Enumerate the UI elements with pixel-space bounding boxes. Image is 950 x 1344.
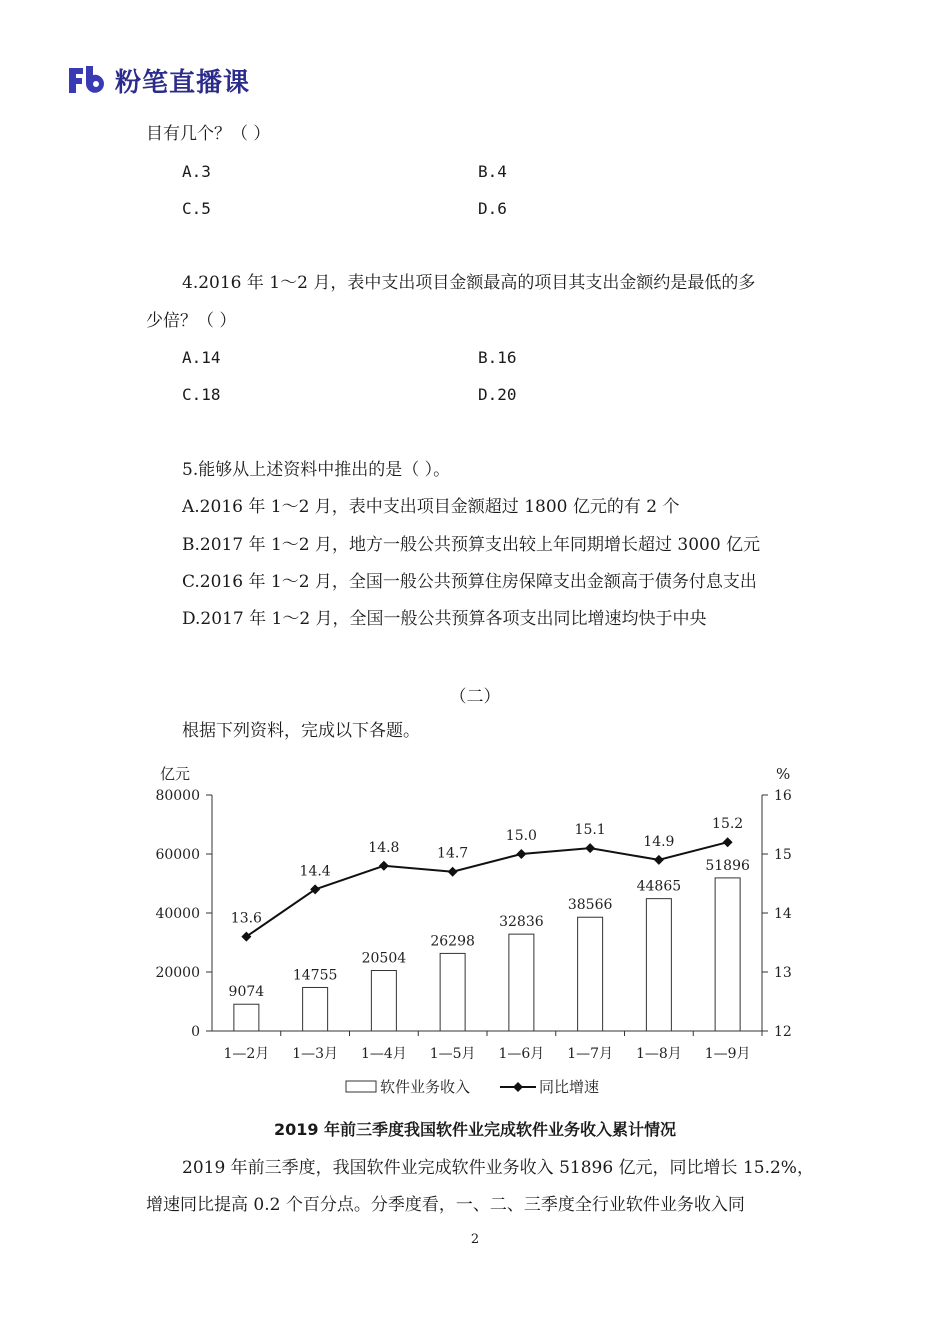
bar: [371, 971, 396, 1031]
q3-option-c: C.5: [182, 199, 211, 218]
x-tick-label: 1—4月: [360, 1046, 407, 1062]
bar-data-label: 20504: [361, 950, 407, 967]
right-tick-label: 13: [774, 965, 792, 981]
right-tick-label: 16: [774, 788, 792, 804]
left-tick-label: 0: [191, 1024, 200, 1040]
x-tick-label: 1—9月: [704, 1046, 751, 1062]
paragraph-line2: 增速同比提高 0.2 个百分点。分季度看，一、二、三季度全行业软件业务收入同: [146, 1195, 745, 1215]
x-tick-label: 1—6月: [498, 1046, 545, 1062]
right-tick-label: 14: [774, 906, 792, 922]
left-tick-label: 40000: [155, 906, 200, 922]
x-tick-label: 1—3月: [292, 1046, 339, 1062]
q4-stem-line2: 少倍？（ ）: [146, 311, 237, 331]
growth-data-label: 14.7: [437, 845, 469, 862]
growth-point: [379, 861, 389, 871]
bar: [440, 953, 465, 1031]
growth-point: [723, 837, 733, 847]
bar: [646, 899, 671, 1031]
bar-data-label: 32836: [499, 914, 544, 931]
bar: [509, 934, 534, 1031]
growth-data-label: 15.2: [712, 816, 744, 833]
q4-stem-line1: 4.2016 年 1～2 月，表中支出项目金额最高的项目其支出金额约是最低的多: [182, 273, 756, 293]
x-tick-label: 1—7月: [567, 1046, 614, 1062]
bar: [578, 917, 603, 1031]
growth-point: [585, 843, 595, 853]
left-tick-label: 60000: [155, 847, 200, 863]
q3-option-d: D.6: [478, 199, 507, 218]
q4-option-d: D.20: [478, 385, 517, 404]
page-number: 2: [470, 1232, 480, 1247]
brand-name: 粉笔直播课: [115, 67, 251, 98]
q5-option-d: D.2017 年 1～2 月，全国一般公共预算各项支出同比增速均快于中央: [182, 609, 707, 629]
legend-line-marker: [513, 1082, 523, 1092]
growth-point: [654, 855, 664, 865]
growth-data-label: 15.1: [574, 822, 606, 839]
left-tick-label: 80000: [155, 788, 200, 804]
bar-data-label: 14755: [292, 967, 338, 984]
legend-bar-label: 软件业务收入: [380, 1078, 471, 1096]
legend-line-label: 同比增速: [539, 1078, 600, 1096]
bar-data-label: 9074: [228, 984, 265, 1001]
paragraph-line1: 2019 年前三季度，我国软件业完成软件业务收入 51896 亿元，同比增长 15.2%，: [182, 1158, 814, 1178]
growth-data-label: 14.8: [368, 839, 400, 856]
section-heading: （二）: [449, 687, 501, 707]
q3-stem-tail: 目有几个？（ ）: [146, 124, 271, 144]
left-tick-label: 20000: [155, 965, 200, 981]
growth-data-label: 15.0: [505, 828, 537, 844]
section-intro: 根据下列资料，完成以下各题。: [182, 721, 420, 741]
q4-option-b: B.16: [478, 348, 517, 367]
q5-option-c: C.2016 年 1～2 月，全国一般公共预算住房保障支出金额高于债务付息支出: [182, 572, 757, 592]
x-tick-label: 1—8月: [635, 1046, 682, 1062]
bar: [303, 987, 328, 1031]
left-axis-label: 亿元: [160, 765, 191, 783]
growth-point: [516, 849, 526, 859]
chart-caption: 2019 年前三季度我国软件业完成软件业务收入累计情况: [273, 1120, 677, 1139]
bar: [234, 1004, 259, 1031]
bar: [715, 878, 740, 1031]
x-tick-label: 1—2月: [223, 1046, 270, 1062]
right-axis-label: %: [776, 765, 791, 783]
q4-option-c: C.18: [182, 385, 221, 404]
right-tick-label: 15: [774, 847, 792, 863]
growth-data-label: 14.4: [299, 863, 331, 880]
bar-data-label: 44865: [636, 878, 682, 895]
x-tick-label: 1—5月: [429, 1046, 476, 1062]
chart-area: [155, 765, 791, 1096]
q5-option-b: B.2017 年 1～2 月，地方一般公共预算支出较上年同期增长超过 3000 亿元: [182, 535, 761, 555]
growth-data-label: 14.9: [643, 833, 675, 850]
bar-data-label: 51896: [705, 857, 750, 874]
growth-point: [448, 867, 458, 877]
q5-stem: 5.能够从上述资料中推出的是（ ）。: [182, 460, 451, 480]
legend-bar-swatch: [346, 1081, 376, 1092]
q3-option-a: A.3: [182, 162, 211, 181]
right-tick-label: 12: [774, 1024, 792, 1040]
bar-data-label: 26298: [430, 933, 475, 950]
q4-option-a: A.14: [182, 348, 221, 367]
q5-option-a: A.2016 年 1～2 月，表中支出项目金额超过 1800 亿元的有 2 个: [182, 497, 680, 517]
growth-data-label: 13.6: [230, 910, 262, 927]
q3-option-b: B.4: [478, 162, 507, 181]
bar-data-label: 38566: [567, 897, 613, 914]
